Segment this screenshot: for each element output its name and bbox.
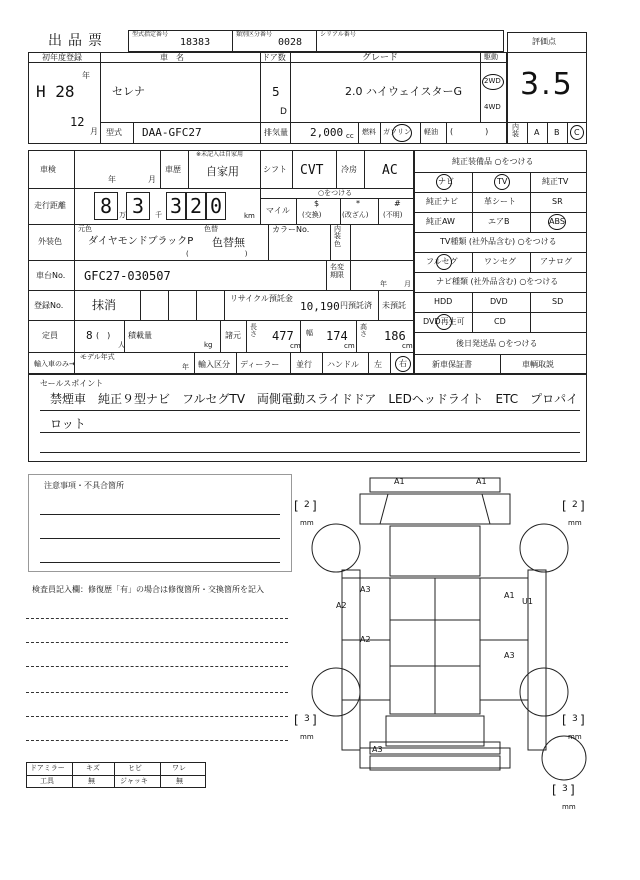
km-unit: km [244,212,255,220]
import-label: 輸入車のみ→ [34,360,75,368]
nav-cd: CD [494,317,506,326]
tv-fullseg: フルセグ [426,257,458,266]
mileage-digit-1: 8 [100,194,113,218]
model-label: 型式 [106,128,122,137]
first-reg-era: H 28 [36,82,75,101]
car-name: セレナ [112,85,145,98]
mark-left-a2-rear: A2 [360,635,371,644]
handle-left: 左 [374,360,382,369]
later-title: 後日発送品 ○をつける [456,339,538,348]
tread-rl-value: 3 [304,714,310,724]
spare-value: 3 [562,784,568,794]
registration-label: 登録No. [34,301,64,310]
table-jack: ジャッキ [120,777,148,785]
interior-label: 内装 [512,123,519,138]
color-change-value: 色替無 [212,236,245,249]
width-cm: cm [344,342,355,350]
tread-rl-open: [ [294,713,299,727]
length-cm: cm [290,342,301,350]
windshield [390,526,480,576]
mark-right-u1: U1 [522,597,533,606]
tread-rl-close: ] [312,713,317,727]
tread-fr-open: [ [562,499,567,513]
later-warranty: 新車保証書 [432,360,472,369]
recycle-label-1: リサイクル預託金 [230,294,293,303]
mark-right-a1: A1 [504,591,515,600]
table-jack-value: 無 [176,777,183,785]
wheel-front-left [312,524,360,572]
mileage-digit-3: 3 [170,194,183,218]
equip-airbag: エアB [488,217,510,226]
inspection-year-unit: 年 [108,175,116,184]
first-reg-label: 初年度登録 [42,53,82,62]
ac-label: 冷房 [341,165,357,174]
interior-b: B [554,128,560,137]
mile-option: マイル [266,206,290,215]
tread-fr-value: 2 [572,500,578,510]
equip-nav: ナビ [438,177,454,186]
tamper-option: (改ざん) [342,211,369,219]
ac-value: AC [382,163,398,178]
history-note: ※未記入は自家用 [196,151,244,158]
tv-analog: アナログ [540,257,572,266]
capacity-value: 8 [86,329,93,342]
car-damage-diagram [290,470,590,810]
color-paren: ( ) [186,250,248,258]
interior-c: C [574,128,580,137]
inspection-label: 車検 [40,165,56,174]
later-manual: 車輌取説 [522,360,554,369]
doors-value: 5 [272,85,280,99]
chassis-label: 車台No. [36,271,66,280]
interior-color-label: 内装色 [334,225,341,248]
table-header-broken: ワレ [172,764,186,772]
type-no: 18383 [180,37,211,48]
handle-right: 右 [399,359,407,368]
tread-rr-close: ] [580,713,585,727]
kg-unit: kg [204,341,213,349]
persons-unit: 人 [118,341,125,349]
nav-sd: SD [552,297,564,306]
sales-point-label: セールスポイント [40,379,104,388]
history-label: 車歴 [165,165,181,174]
mileage-digit-4: 2 [190,194,203,218]
equip-tv: TV [497,177,508,186]
load-label: 積載量 [128,331,152,340]
handle-label: ハンドル [327,360,359,369]
mileage-label: 走行距離 [34,201,66,210]
height-cm: cm [402,342,413,350]
year-unit: 年 [82,71,90,80]
caution-label: 注意事項・不具合箇所 [44,481,124,490]
displacement-value: 2,000 [310,126,344,139]
grade-value: 2.0 ハイウェイスターG [345,85,462,98]
nav-hdd: HDD [434,297,453,306]
mark-left-a2: A2 [336,601,347,610]
equip-genuine-aw: 純正AW [426,217,455,226]
tread-fl-value: 2 [304,500,310,510]
width-value: 174 [326,329,348,343]
mileage-digit-5: 0 [210,194,223,218]
tread-rl-mm: mm [300,733,314,741]
page-title: 出品票 [48,33,108,49]
tread-rr-value: 3 [572,714,578,724]
exchange-symbol: $ [314,199,320,208]
model-year-label: モデル年式 [80,353,115,361]
door-type: D [280,107,287,117]
height-value: 186 [384,329,406,343]
table-header-mirror: ドアミラー [30,764,65,772]
doors-label: ドア数 [262,53,286,62]
nav-dvd-playback: DVD再生可 [423,317,465,326]
table-header-crack: ヒビ [128,764,142,772]
tread-fl-open: [ [294,499,299,513]
registration-value: 抹消 [92,298,117,312]
right-rear-door [480,640,528,700]
exchange-option: (交換) [302,211,322,219]
table-header-scratch: キズ [86,764,100,772]
sales-point-line-1: 禁煙車 純正９型ナビ フルセグTV 両側電動スライドドア LEDヘッドライト ETC プロパイ [50,392,579,406]
interior-a: A [534,128,540,137]
color-change-label: 色替 [204,225,218,233]
height-label: 高さ [360,323,367,339]
unknown-option: (不明) [383,211,403,219]
import-dealer: ディーラー [240,360,280,369]
nav-type-title: ナビ種類 (社外品含む) ○をつける [436,277,559,286]
recycle-amount: 10,190 [300,300,340,313]
first-reg-month: 12 [70,115,85,129]
left-side-sill [342,570,360,750]
drive-4wd: 4WD [484,103,501,111]
unknown-symbol: # [394,199,401,208]
tread-fr-mm: mm [568,519,582,527]
wheel-front-right [520,524,568,572]
spare-mm: mm [562,803,576,811]
type-no-label: 型式指定番号 [132,31,169,38]
mileage-check-note: ○をつける [318,189,353,197]
width-label: 幅 [306,329,313,337]
tread-rr-open: [ [562,713,567,727]
tread-fr-close: ] [580,499,585,513]
score-label: 評価点 [532,37,556,46]
sales-point-box [28,374,587,462]
equip-leather: 革シート [484,197,516,206]
class-no-label: 類別区分番号 [236,31,273,38]
orig-color-label: 元色 [78,225,92,233]
orig-color-value: ダイヤモンドブラックP [88,236,194,247]
grade-label: グレード [362,53,399,63]
equip-genuine-tv: 純正TV [542,177,569,186]
model-year-unit: 年 [182,363,189,371]
mark-front-a1-right: A1 [476,477,487,486]
equip-genuine-nav: 純正ナビ [426,197,458,206]
name-change-month: 月 [404,280,411,288]
equipment-title: 純正装備品 ○をつける [452,157,534,166]
inspector-note-label: 検査員記入欄：修復歴「有」の場合は修復箇所・交換箇所を記入 [32,585,264,594]
import-type-label: 輸入区分 [198,360,230,369]
hood-outline [360,494,510,524]
equip-abs: ABS [549,217,565,226]
length-label: 長さ [250,323,257,339]
drive-2wd: 2WD [484,77,501,85]
mileage-digit-2: 3 [132,194,145,218]
tread-fl-mm: mm [300,519,314,527]
name-change-label: 名変期限 [330,263,344,279]
equip-sr: SR [552,197,563,206]
month-unit: 月 [90,127,98,136]
shift-label: シフト [263,165,287,174]
table-tools: 工具 [40,777,54,785]
tread-rr-mm: mm [568,733,582,741]
fuel-label: 燃料 [362,128,376,136]
score-value: 3.5 [520,67,574,102]
left-rear-door [342,640,390,700]
wheel-rear-right [520,668,568,716]
import-parallel: 並行 [296,360,312,369]
fuel-gasoline: ガソリン [383,128,411,136]
tamper-symbol: * [356,199,360,208]
recycle-unpaid: 未預託 [382,301,406,310]
tread-fl-close: ] [312,499,317,513]
fuel-other: ( ) [450,127,489,136]
wheel-rear-left [312,668,360,716]
spare-tire [542,733,586,780]
history-value: 自家用 [206,165,239,178]
fuel-diesel: 軽油 [424,128,438,136]
inspection-month-unit: 月 [148,175,156,184]
chassis-value: GFC27-030507 [84,269,171,283]
sen-unit: 千 [155,211,162,219]
spare-close: ] [570,783,575,797]
displacement-label: 排気量 [264,128,288,137]
drive-label: 駆動 [484,53,498,61]
length-value: 477 [272,329,294,343]
spare-open: [ [552,783,557,797]
color-no-label: カラーNo. [272,225,310,234]
sales-point-line-2: ロット [50,417,86,431]
class-no: 0028 [278,37,303,48]
tv-oneseg: ワンセグ [484,257,516,266]
mark-front-a1-left: A1 [394,477,405,486]
exterior-label: 外装色 [38,237,62,246]
serial-label: シリアル番号 [320,31,356,38]
mark-right-a3: A3 [504,651,515,660]
car-name-label: 車 名 [160,53,184,62]
name-change-year: 年 [380,280,387,288]
man-unit: 万 [119,211,126,219]
cc-unit: cc [346,132,354,140]
shift-value: CVT [300,163,324,178]
dims-label: 諸元 [225,331,241,340]
capacity-label: 定員 [42,331,58,340]
mark-left-a3: A3 [360,585,371,594]
mark-rear-a3: A3 [372,745,383,754]
right-front-door [480,578,528,640]
model-value: DAA-GFC27 [142,126,202,139]
nav-dvd: DVD [490,297,508,306]
table-tools-value: 無 [88,777,95,785]
tv-type-title: TV種類 (社外品含む) ○をつける [440,237,557,246]
capacity-paren: ( ) [96,331,111,340]
recycle-status: 円預託済 [340,301,372,310]
